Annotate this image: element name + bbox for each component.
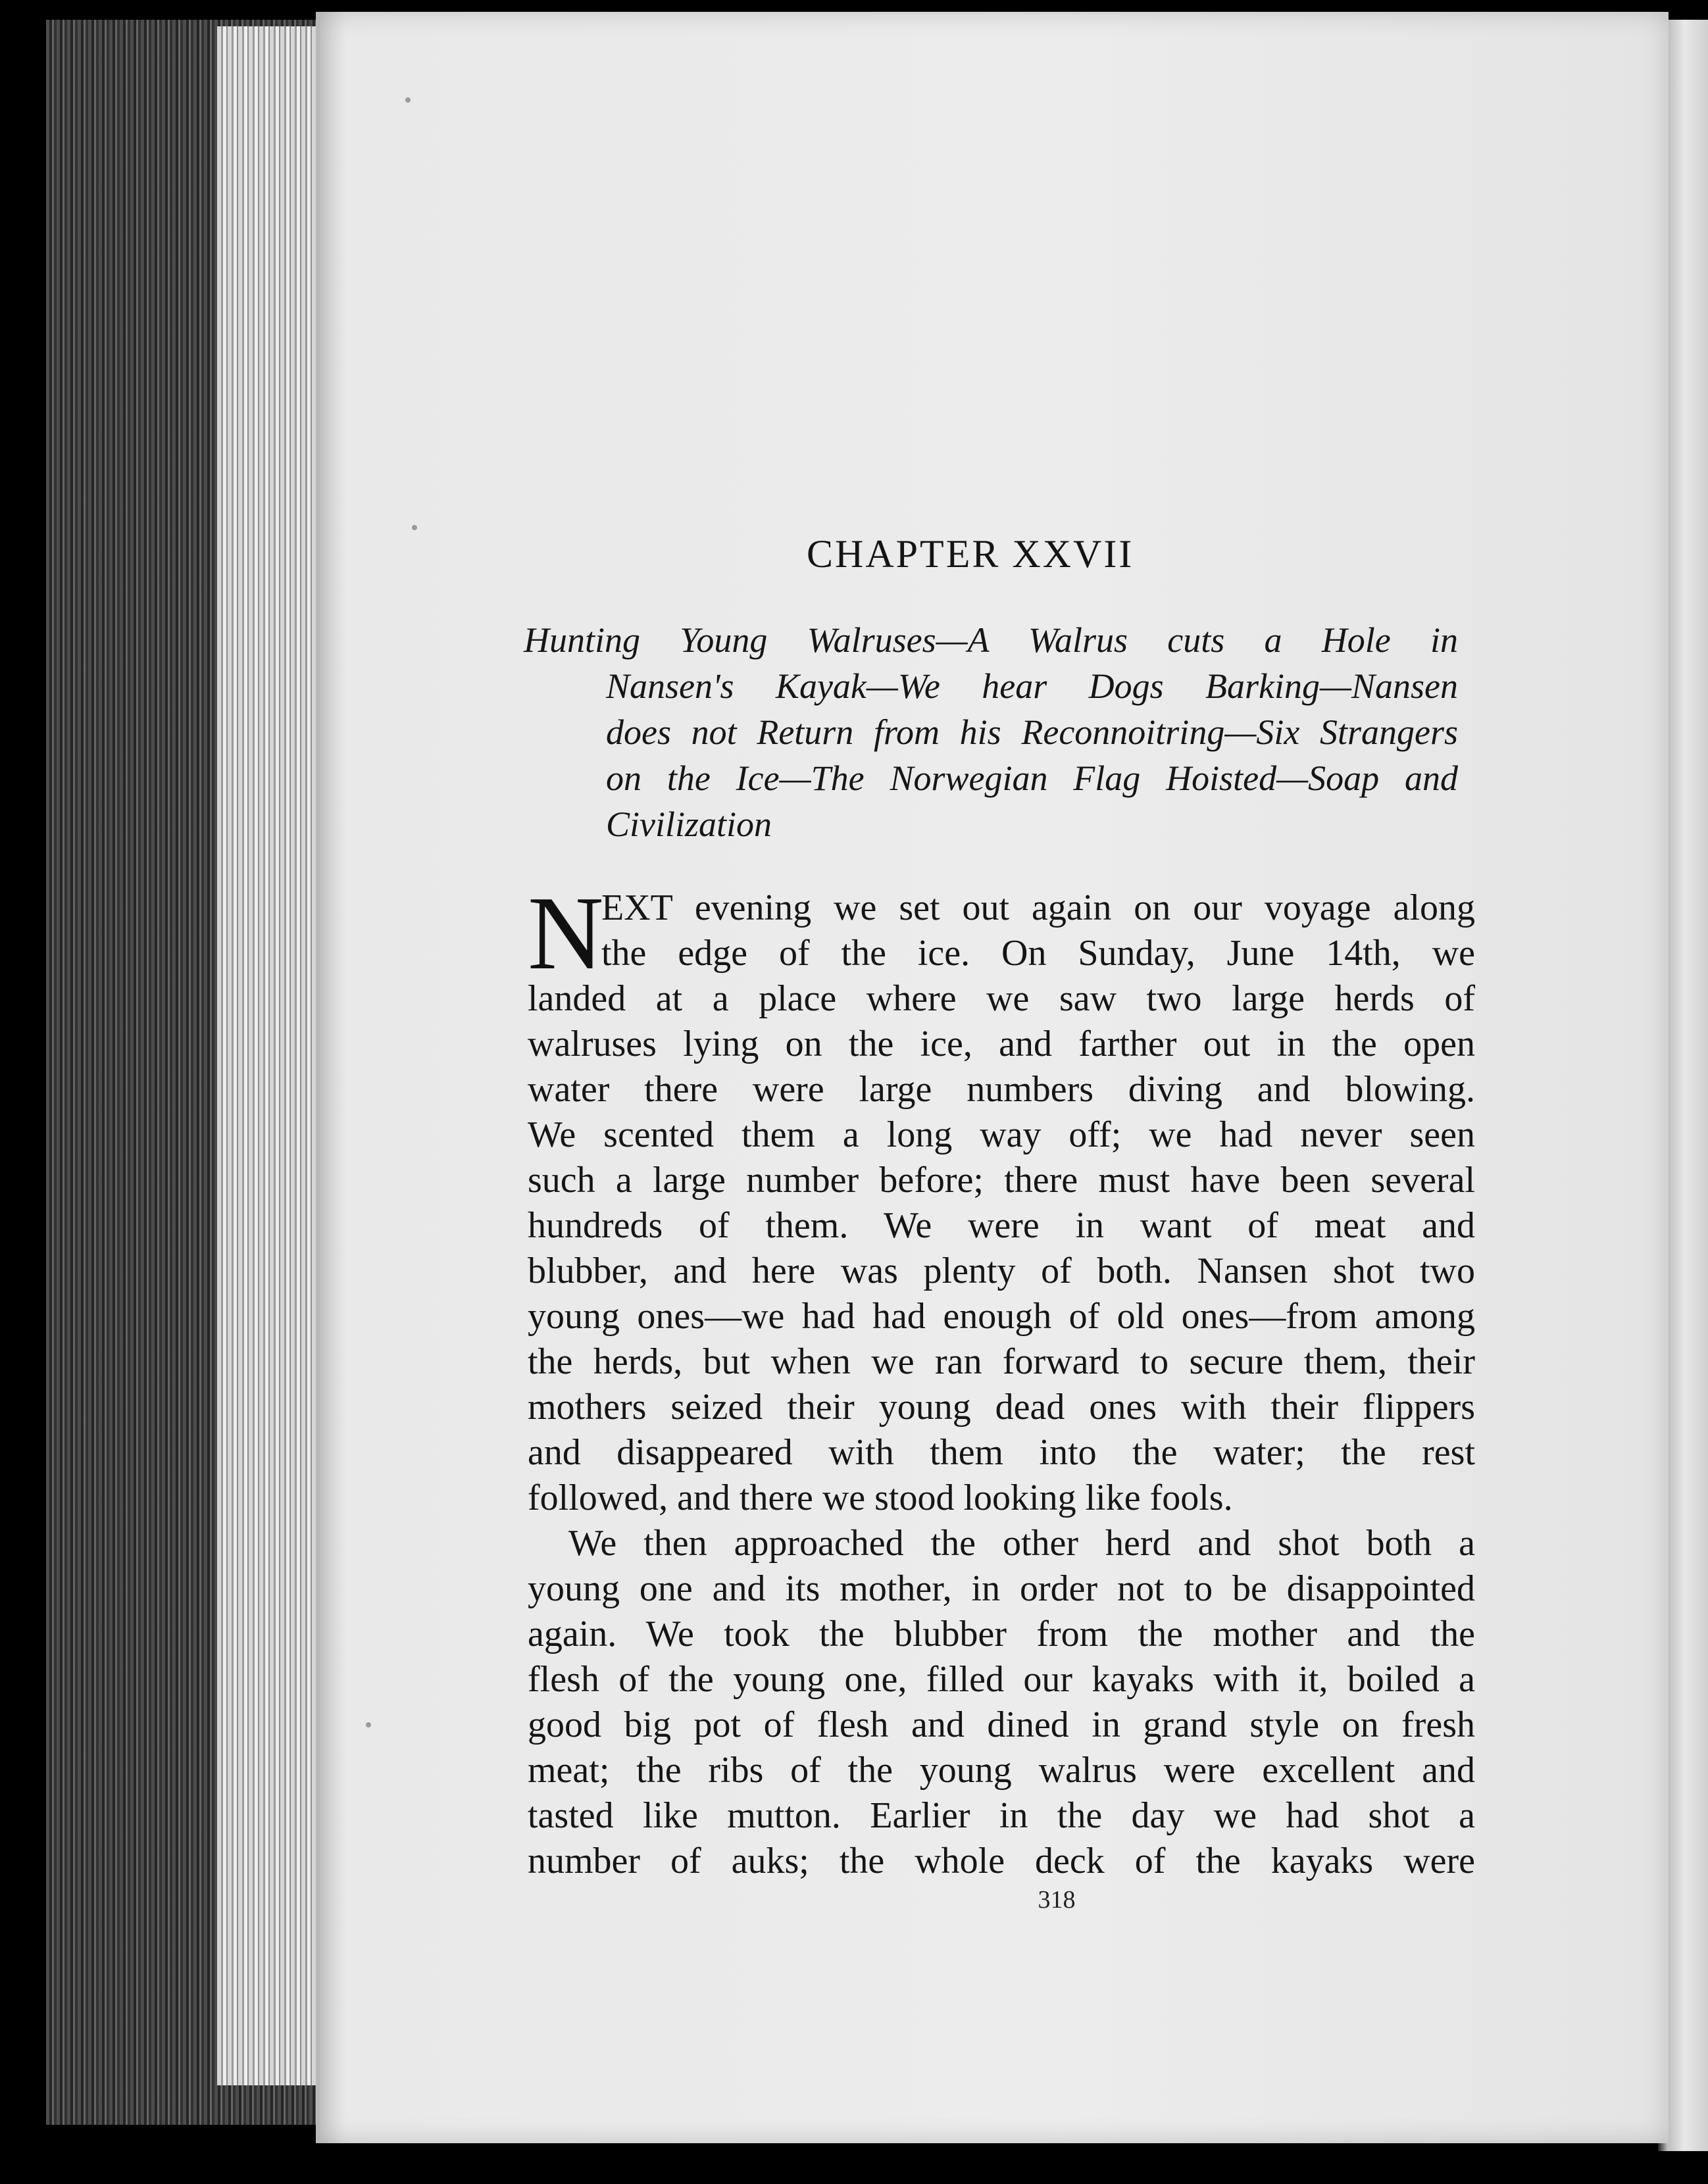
text-line: number of auks; the whole deck of the kayaks were [528, 1841, 1475, 1881]
text-line: good big pot of flesh and dined in grand style on fresh [528, 1704, 1475, 1745]
text-line: such a large number before; there must have been several [528, 1160, 1475, 1201]
text-line: the edge of the ice. On Sunday, June 14th, we [601, 933, 1475, 974]
page-stack-inner [217, 26, 322, 2085]
text-line: followed, and there we stood looking like fools. [528, 1477, 1233, 1518]
text-line: blubber, and here was plenty of both. Nansen shot two [528, 1251, 1475, 1291]
text-line: mothers seized their young dead ones with their flippers [528, 1387, 1475, 1427]
text-line: again. We took the blubber from the mother and the [528, 1614, 1475, 1654]
scan-speck [405, 97, 411, 103]
scan-speck [412, 525, 417, 530]
text-line: We scented them a long way off; we had never seen [528, 1114, 1475, 1155]
body-text [528, 874, 1475, 1884]
synopsis-line: does not Return from his Reconnoitring—Six Strangers [606, 712, 1458, 752]
text-line: We then approached the other herd and shot both a [568, 1523, 1475, 1564]
text-line: walruses lying on the ice, and farther out in the open [528, 1024, 1475, 1064]
synopsis-line: Nansen's Kayak—We hear Dogs Barking—Nansen [606, 666, 1458, 706]
text-line: landed at a place where we saw two large herds of [528, 978, 1475, 1019]
page-number: 318 [1038, 1886, 1076, 1914]
scan-speck [366, 1722, 371, 1727]
text-line: meat; the ribs of the young walrus were excellent and [528, 1750, 1475, 1791]
text-line: hundreds of them. We were in want of meat and [528, 1205, 1475, 1246]
book-page [316, 12, 1669, 2143]
text-line: tasted like mutton. Earlier in the day we had shot a [528, 1795, 1475, 1836]
synopsis-line: on the Ice—The Norwegian Flag Hoisted—Soap and [606, 758, 1458, 798]
text-line: young ones—we had had enough of old ones—from among [528, 1296, 1475, 1337]
chapter-synopsis [524, 617, 1458, 847]
paragraph-1 [528, 874, 1475, 1521]
text-line: water there were large numbers diving and blowing. [528, 1069, 1475, 1110]
text-line: flesh of the young one, filled our kayaks with it, boiled a [528, 1659, 1475, 1700]
text-line: and disappeared with them into the water; the rest [528, 1432, 1475, 1473]
drop-cap: N [528, 874, 604, 991]
synopsis-line: Hunting Young Walruses—A Walrus cuts a Hole in [524, 620, 1458, 660]
paragraph-2 [528, 1521, 1475, 1884]
synopsis-line: Civilization [606, 805, 772, 844]
text-line: EXT evening we set out again on our voyage along [601, 887, 1475, 928]
text-line: the herds, but when we ran forward to secure them, their [528, 1341, 1475, 1382]
text-line: young one and its mother, in order not to be disappointed [528, 1568, 1475, 1609]
chapter-title: CHAPTER XXVII [807, 532, 1134, 576]
